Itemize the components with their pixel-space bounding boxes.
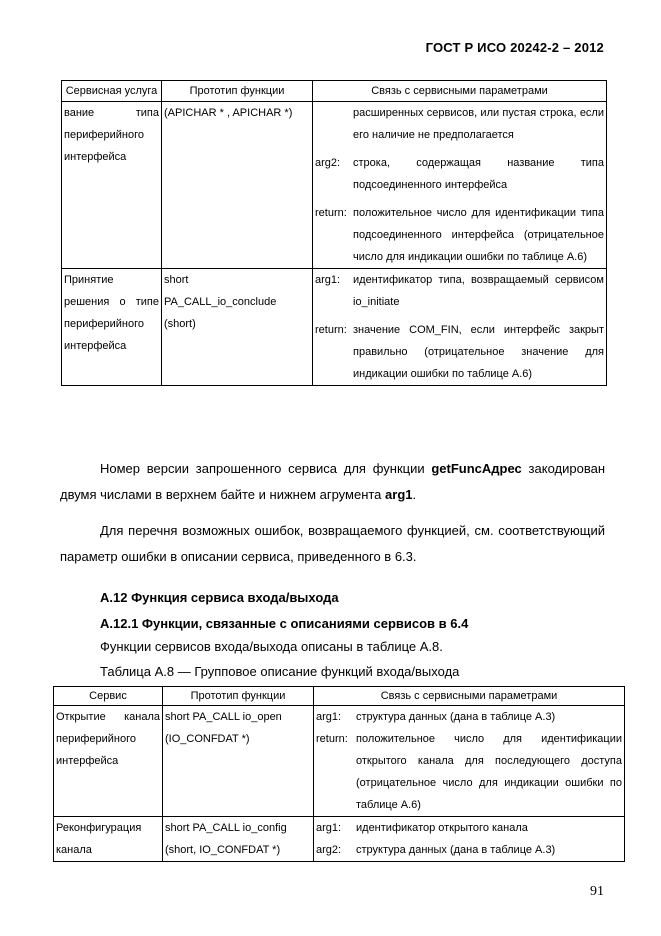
param-line xyxy=(316,817,622,839)
param-text: расширенных сервисов, или пустая строка, если его наличие не предполагается xyxy=(353,107,604,141)
column-header-prototype: Прототип функции xyxy=(162,81,313,102)
param-text: идентификатор открытого канала xyxy=(356,822,528,834)
service-cell: Открытие канала периферийного интерфейса xyxy=(54,706,163,817)
service-cell: Принятие решения о типе периферийного интерфейса xyxy=(62,269,162,386)
param-text: структура данных (дана в таблице А.3) xyxy=(356,844,556,856)
param-line xyxy=(316,706,622,728)
params-cell xyxy=(314,817,625,862)
table-row xyxy=(54,817,625,862)
param-key: arg2: xyxy=(315,157,341,169)
prototype-cell: (APICHAR * , APICHAR *) xyxy=(162,102,313,269)
document-code-header: ГОСТ Р ИСО 20242-2 – 2012 xyxy=(425,40,604,55)
paragraph-version xyxy=(60,456,605,508)
table-row xyxy=(62,102,607,269)
functions-description: Функции сервисов входа/выхода описаны в таблице А.8. xyxy=(100,639,443,654)
param-key xyxy=(315,102,353,146)
params-cell xyxy=(313,102,607,269)
prototype-cell: short PA_CALL io_config (short, IO_CONFDAT *) xyxy=(163,817,314,862)
prototype-line: (short) xyxy=(164,318,196,330)
service-table-continued xyxy=(61,80,607,386)
param-text: значение COM_FIN, если интерфейс закрыт правильно (отрицательное значение для индикации ошибки по таблице А.6) xyxy=(353,324,604,380)
paragraph-text: . xyxy=(412,487,417,502)
param-text: положительное число для идентификации типа подсоединенного интерфейса (отрицательное число для индикации ошибки по таблице А.6) xyxy=(353,207,604,263)
table-header-row xyxy=(62,81,607,102)
table-row xyxy=(62,269,607,386)
paragraph-text: Номер версии запрошенного сервиса для функции xyxy=(100,461,432,476)
param-key: arg2: xyxy=(316,844,342,856)
param-key: return: xyxy=(315,324,347,336)
column-header-params: Связь с сервисными параметрами xyxy=(313,81,607,102)
param-line xyxy=(316,839,622,861)
paragraph-text: закодирован двумя числами в верхнем байте и нижнем агрумента xyxy=(60,461,605,502)
function-name: getFuncАдрес xyxy=(431,461,522,476)
param-text: положительное число для идентификации открытого канала для последующего доступа (отрицательное число для индикации ошибки по таблице А.6) xyxy=(356,733,622,811)
param-text: идентификатор типа, возвращаемый сервисом io_initiate xyxy=(353,274,604,308)
column-header-service: Сервис xyxy=(54,687,163,706)
param-text: строка, содержащая название типа подсоединенного интерфейса xyxy=(353,157,604,191)
column-header-params: Связь с сервисными параметрами xyxy=(314,687,625,706)
param-key: arg1: xyxy=(315,274,341,286)
section-heading-a12: А.12 Функция сервиса входа/выхода xyxy=(100,590,339,605)
column-header-service: Сервисная услуга xyxy=(62,81,162,102)
param-line xyxy=(315,202,604,268)
param-text: структура данных (дана в таблице А.3) xyxy=(356,711,556,723)
param-line xyxy=(315,269,604,313)
service-cell: вание типа периферийного интерфейса xyxy=(62,102,162,269)
param-key: return: xyxy=(316,733,348,745)
param-key: arg1: xyxy=(316,711,342,723)
io-functions-table xyxy=(53,686,625,862)
param-line xyxy=(315,152,604,196)
table-row xyxy=(54,706,625,817)
prototype-cell xyxy=(162,269,313,386)
table-header-row xyxy=(54,687,625,706)
service-cell: Реконфигурация канала xyxy=(54,817,163,862)
param-key: return: xyxy=(315,207,347,219)
param-line xyxy=(316,728,622,816)
param-key: arg1: xyxy=(316,822,342,834)
prototype-line: PA_CALL_io_conclude xyxy=(164,296,277,308)
params-cell xyxy=(314,706,625,817)
section-heading-a121: А.12.1 Функции, связанные с описаниями сервисов в 6.4 xyxy=(100,616,469,631)
params-cell xyxy=(313,269,607,386)
argument-name: arg1 xyxy=(385,487,413,502)
page-number: 91 xyxy=(590,884,604,899)
table-caption: Таблица А.8 — Групповое описание функций входа/выхода xyxy=(100,664,460,679)
prototype-line: short xyxy=(164,274,189,286)
paragraph-errors: Для перечня возможных ошибок, возвращаемого функцией, см. соответствующий параметр ошибки в описании сервиса, приведенного в 6.3. xyxy=(60,523,605,564)
param-line xyxy=(315,102,604,146)
prototype-cell: short PA_CALL io_open (IO_CONFDAT *) xyxy=(163,706,314,817)
column-header-prototype: Прототип функции xyxy=(163,687,314,706)
param-line xyxy=(315,319,604,385)
